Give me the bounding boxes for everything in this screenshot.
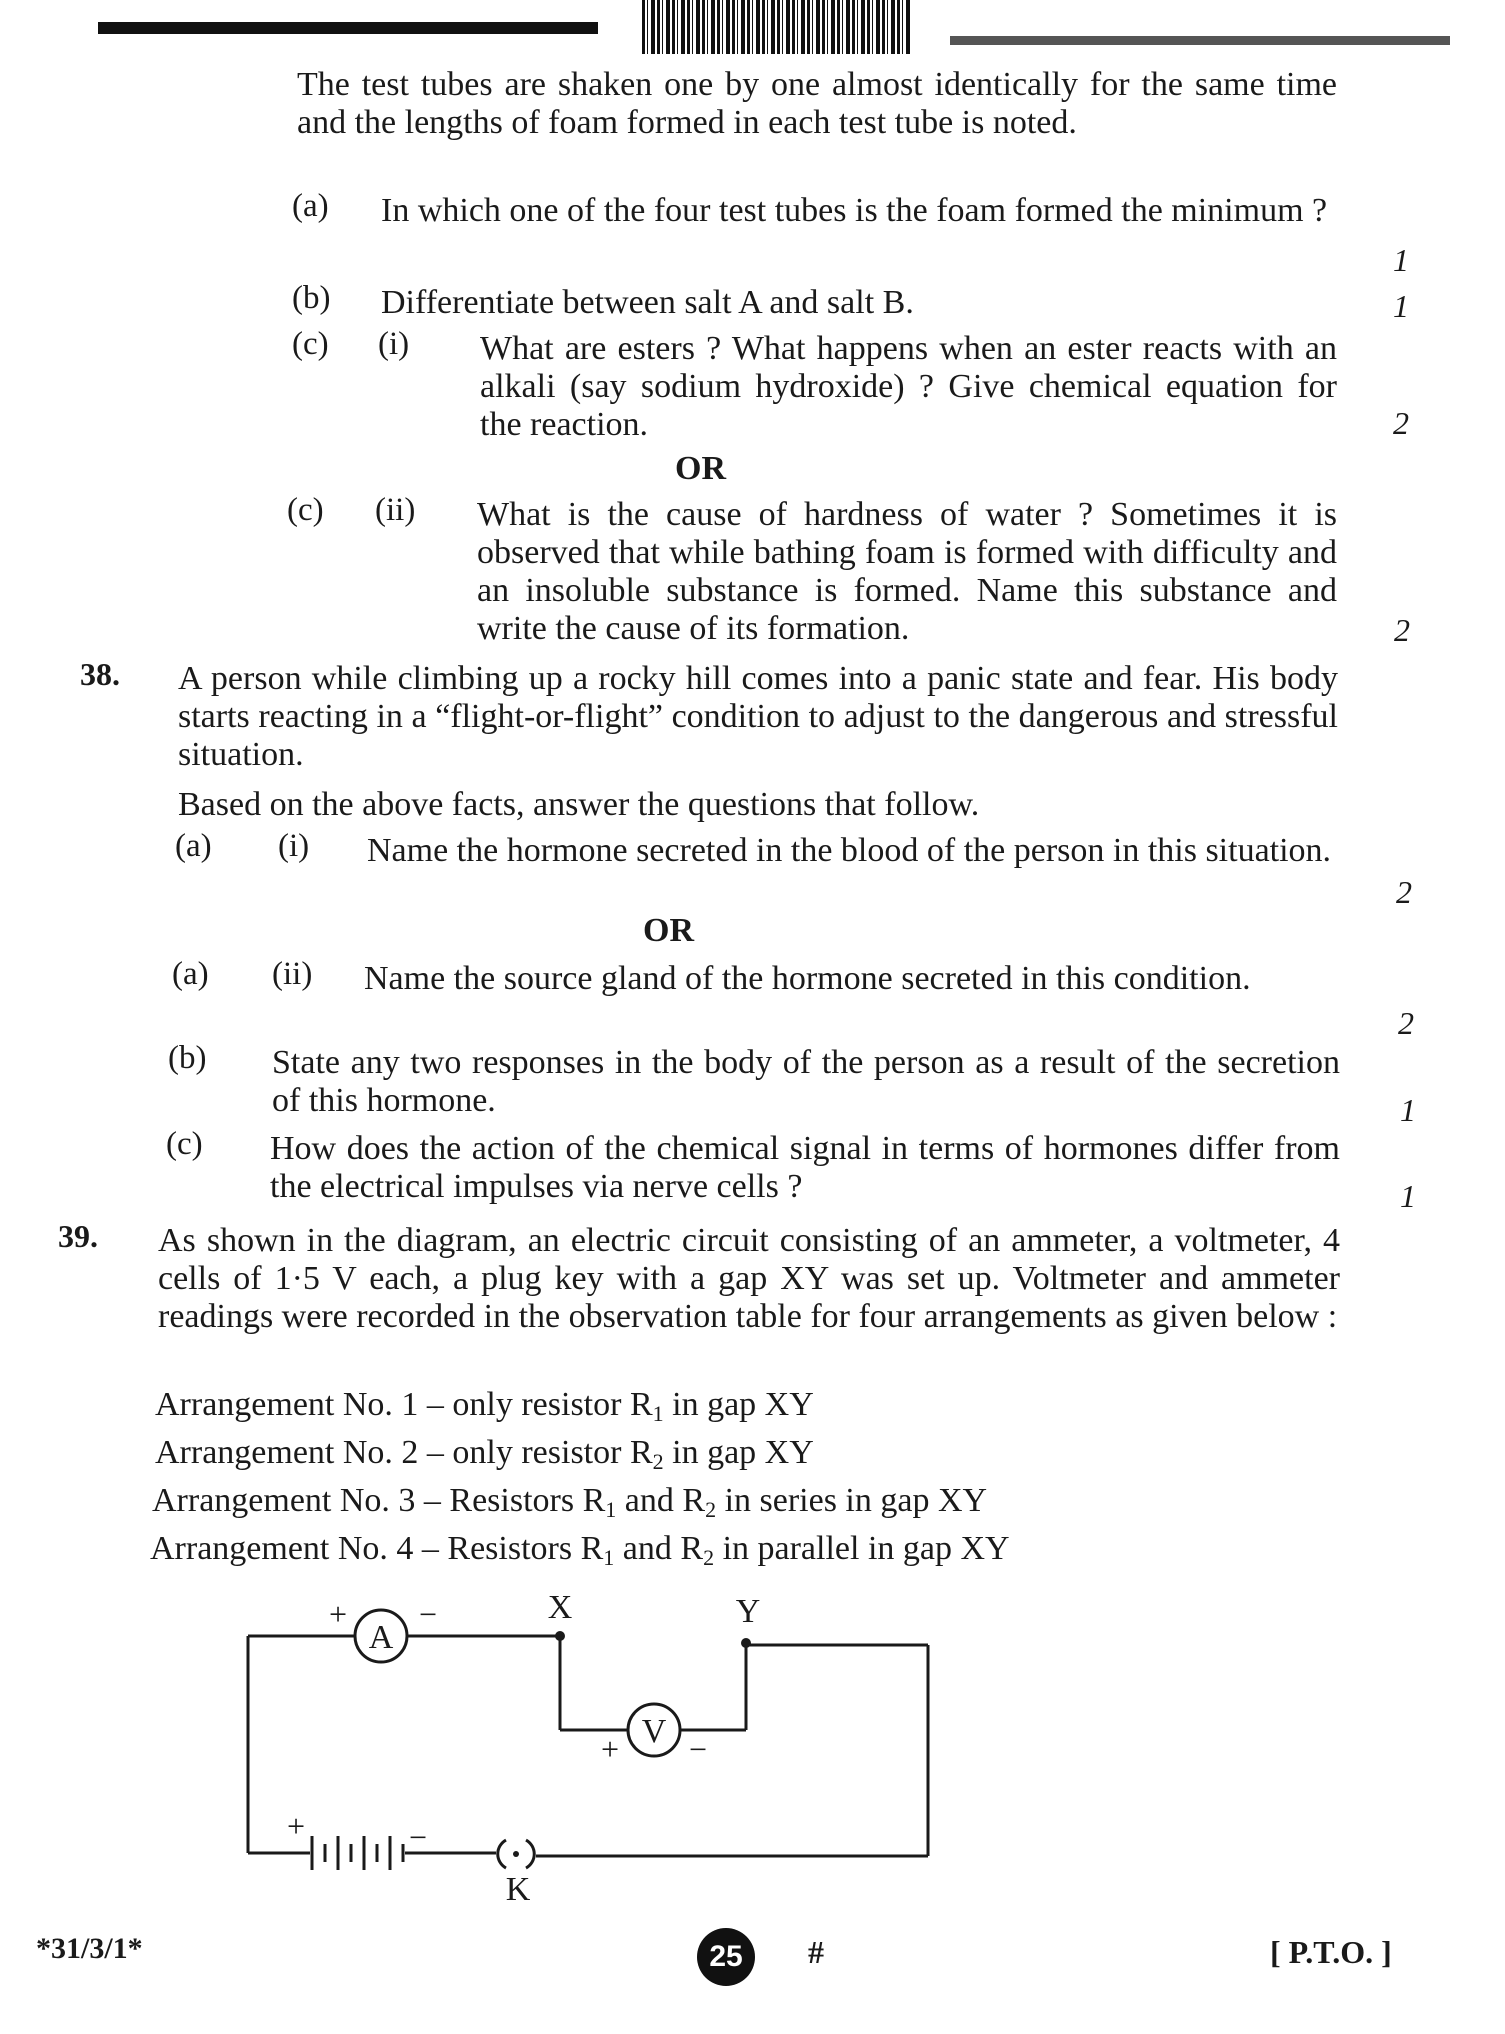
ammeter-minus: −	[418, 1596, 438, 1632]
q37-cii-sub: (ii)	[375, 492, 416, 528]
q39-number: 39.	[58, 1218, 98, 1254]
q38-ai-sub: (i)	[278, 828, 310, 864]
point-x-label: X	[547, 1589, 573, 1626]
ammeter-plus: +	[328, 1596, 348, 1632]
q37-b-marks: 1	[1393, 288, 1409, 324]
q38-b-text: State any two responses in the body of the person as a result of the secretion of this hormone.	[272, 1044, 1340, 1119]
q38-ai-text: Name the hormone secreted in the blood of the person in this situation.	[367, 832, 1332, 869]
footer-hash: #	[808, 1934, 824, 1970]
q38-c-marks: 1	[1400, 1178, 1416, 1214]
voltmeter-label: V	[641, 1713, 667, 1750]
q37-c-label: (c)	[292, 326, 329, 362]
q37-b-text: Differentiate between salt A and salt B.	[381, 284, 914, 321]
voltmeter-minus: −	[688, 1731, 708, 1767]
q38-b-label: (b)	[168, 1040, 207, 1076]
q38-aii-label: (a)	[172, 956, 209, 992]
q38-b-marks: 1	[1400, 1092, 1416, 1128]
q37-ci-marks: 2	[1393, 405, 1409, 441]
key-label: K	[505, 1871, 531, 1908]
q38-stem: A person while climbing up a rocky hill comes into a panic state and fear. His body starts reacting in a “flight-or-flight” condition to adjust to the dangerous and stressful situation.	[178, 660, 1338, 773]
q37-or: OR	[675, 450, 726, 487]
q38-number: 38.	[80, 656, 120, 692]
arrangement-1: Arrangement No. 1 – only resistor $R_1$ in gap XY	[155, 1386, 814, 1426]
voltmeter-plus: +	[600, 1731, 620, 1767]
intro-paragraph: The test tubes are shaken one by one almost identically for the same time and the lengths of foam formed in each test tube is noted.	[297, 66, 1337, 141]
q38-aii-sub: (ii)	[272, 956, 313, 992]
q37-cii-label: (c)	[287, 492, 324, 528]
q37-a-text: In which one of the four test tubes is the foam formed the minimum ?	[381, 192, 1328, 229]
battery-plus: +	[286, 1808, 306, 1844]
q39-stem: As shown in the diagram, an electric circuit consisting of an ammeter, a voltmeter, 4 cells of 1·5 V each, a plug key with a gap XY was set up. Voltmeter and ammeter readings were recorded in the observation table for four arrangements as given below :	[158, 1222, 1340, 1335]
q38-ai-label: (a)	[175, 828, 212, 864]
q37-ci-label: (i)	[378, 326, 410, 362]
page-number-badge: 25	[697, 1928, 755, 1986]
q38-c-label: (c)	[166, 1126, 203, 1162]
q38-aii-marks: 2	[1398, 1005, 1414, 1041]
plug-key-symbol	[526, 1840, 534, 1868]
q37-b-label: (b)	[292, 280, 331, 316]
footer-paper-code: *31/3/1*	[36, 1932, 143, 1965]
q37-cii-text: What is the cause of hardness of water ? Sometimes it is observed that while bathing foam is formed with difficulty and an insoluble substance is formed. Name this substance and write the cause of its formation.	[477, 496, 1337, 647]
plug-key-symbol	[498, 1840, 506, 1868]
q37-a-marks: 1	[1393, 242, 1409, 278]
key-dot	[513, 1851, 519, 1857]
point-y-label: Y	[735, 1593, 761, 1630]
arrangement-2: Arrangement No. 2 – only resistor $R_2$ in gap XY	[155, 1434, 814, 1474]
arrangement-3: Arrangement No. 3 – Resistors $R_1$ and $R_2$ in series in gap XY	[152, 1482, 988, 1522]
q37-ci-text: What are esters ? What happens when an ester reacts with an alkali (say sodium hydroxide) ? Give chemical equation for the reaction.	[480, 330, 1337, 443]
junction-y	[741, 1638, 751, 1648]
q38-ai-marks: 2	[1396, 874, 1412, 910]
q37-cii-marks: 2	[1394, 612, 1410, 648]
ammeter-label: A	[368, 1619, 394, 1656]
q37-a-label: (a)	[292, 188, 329, 224]
q38-c-text: How does the action of the chemical signal in terms of hormones differ from the electrical impulses via nerve cells ?	[270, 1130, 1340, 1205]
q38-or: OR	[643, 912, 694, 949]
q38-lead: Based on the above facts, answer the questions that follow.	[178, 786, 980, 823]
q38-aii-text: Name the source gland of the hormone secreted in this condition.	[364, 960, 1251, 997]
battery-minus: −	[408, 1819, 428, 1855]
arrangement-4: Arrangement No. 4 – Resistors $R_1$ and $R_2$ in parallel in gap XY	[150, 1530, 1010, 1570]
junction-x	[555, 1631, 565, 1641]
footer-pto: [ P.T.O. ]	[1270, 1934, 1392, 1970]
